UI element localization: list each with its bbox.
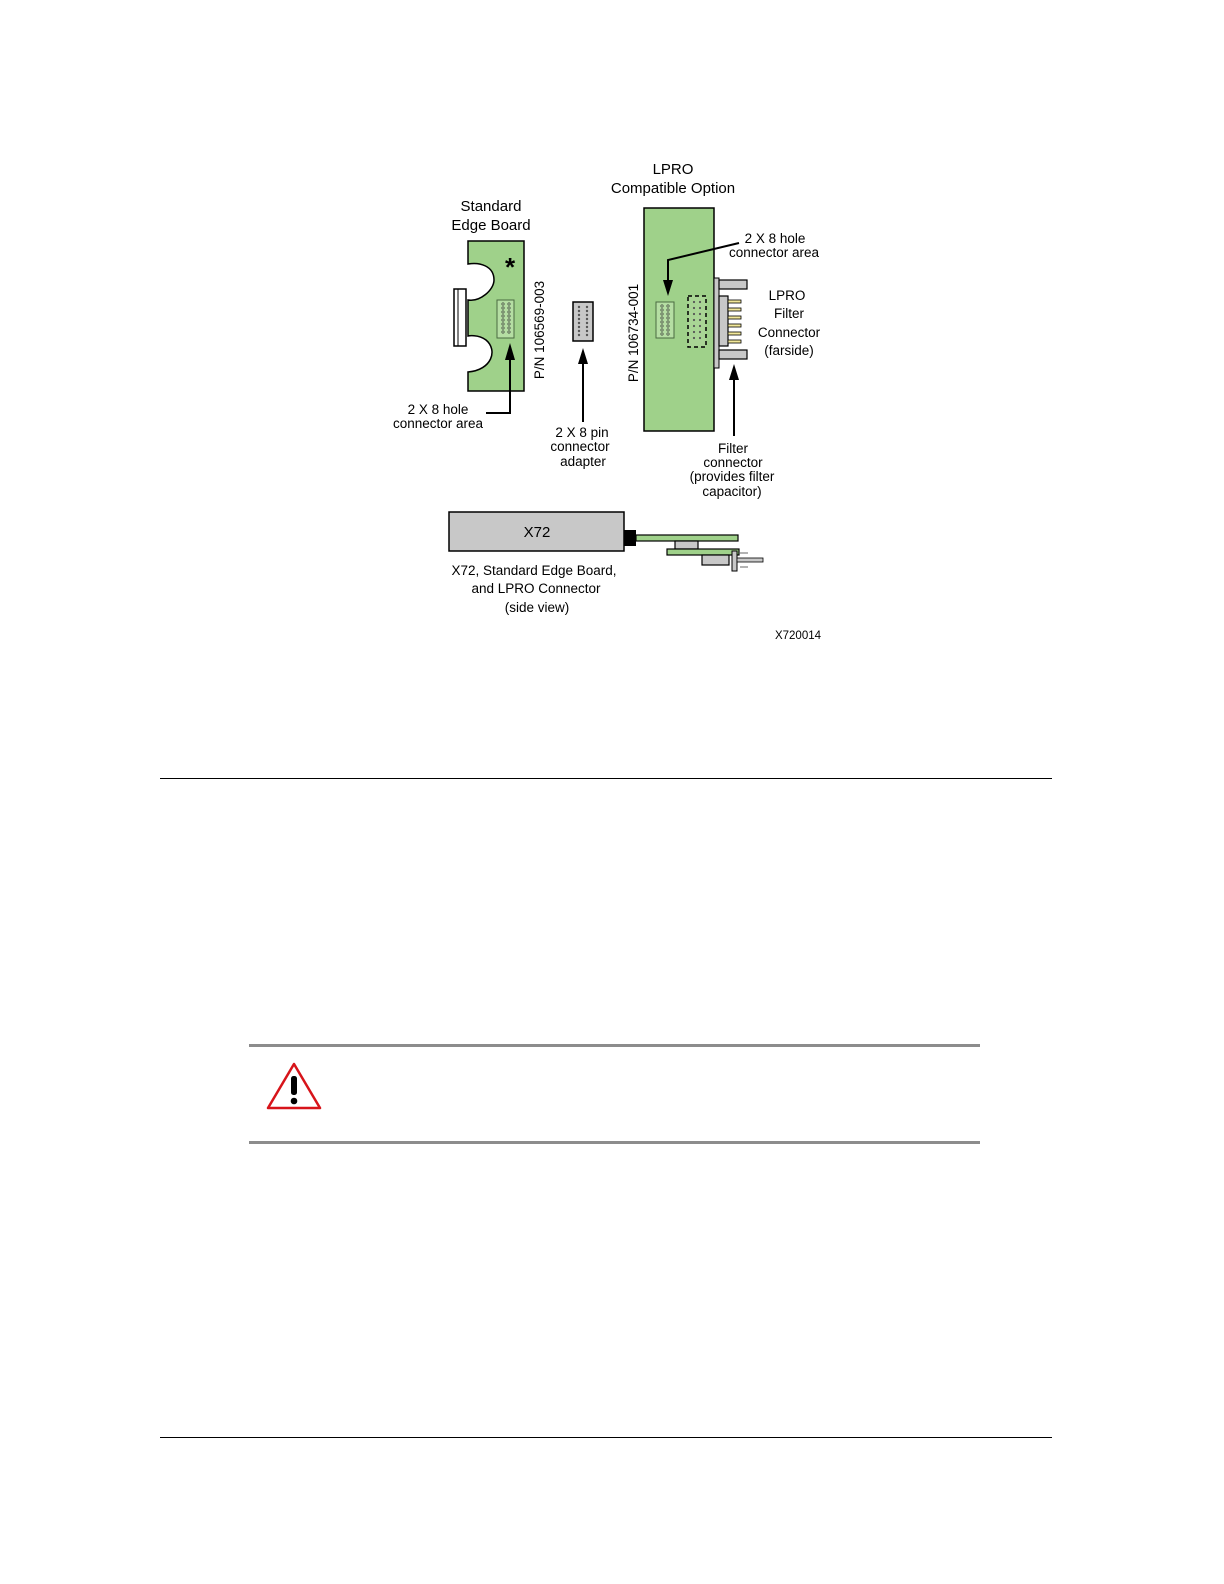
lpro-filter-connector-3: Connector	[757, 325, 821, 340]
lpro-option-board	[644, 208, 747, 431]
page-footer-rule	[160, 1437, 1052, 1438]
lpro-filter-connector-1: LPRO	[768, 288, 806, 303]
figure-id: X720014	[774, 630, 822, 642]
side-view-caption-3: (side view)	[504, 600, 570, 615]
lpro-filter-connector-4: (farside)	[764, 343, 814, 358]
pin-connector-adapter	[573, 302, 593, 341]
side-view-caption-1: X72, Standard Edge Board,	[451, 563, 617, 578]
filter-label-2: connector	[703, 455, 763, 470]
filter-label-1: Filter	[718, 441, 748, 456]
section-divider-top	[160, 778, 1052, 779]
caution-icon	[265, 1061, 323, 1111]
caution-box-bottom-rule	[249, 1141, 980, 1144]
lpro-title-1: LPRO	[652, 161, 694, 178]
std-board-title-1: Standard	[460, 198, 522, 215]
std-hole-label-1: 2 X 8 hole	[407, 402, 469, 417]
connector-diagram	[0, 0, 1224, 720]
adapter-label-1: 2 X 8 pin	[555, 425, 609, 440]
lpro-hole-label-1: 2 X 8 hole	[744, 231, 806, 246]
adapter-arrowhead	[578, 348, 588, 364]
adapter-label-2: connector	[550, 439, 610, 454]
std-board-part-number: P/N 106569-003	[532, 280, 547, 380]
x72-module-label: X72	[523, 524, 551, 541]
lpro-filter-connector-2: Filter	[774, 306, 804, 321]
lpro-title-2: Compatible Option	[610, 180, 736, 197]
filter-label-4: capacitor)	[702, 484, 762, 499]
filter-arrowhead	[729, 364, 739, 380]
std-hole-label-2: connector area	[392, 416, 484, 431]
side-view-caption-2: and LPRO Connector	[471, 581, 601, 596]
std-board-star: *	[504, 252, 516, 282]
std-board-title-2: Edge Board	[451, 217, 531, 234]
lpro-hole-label-2: connector area	[728, 245, 820, 260]
caution-box-top-rule	[249, 1044, 980, 1047]
adapter-label-3: adapter	[560, 454, 606, 469]
lpro-part-number: P/N 106734-001	[626, 283, 641, 383]
filter-label-3: (provides filter	[689, 469, 775, 484]
